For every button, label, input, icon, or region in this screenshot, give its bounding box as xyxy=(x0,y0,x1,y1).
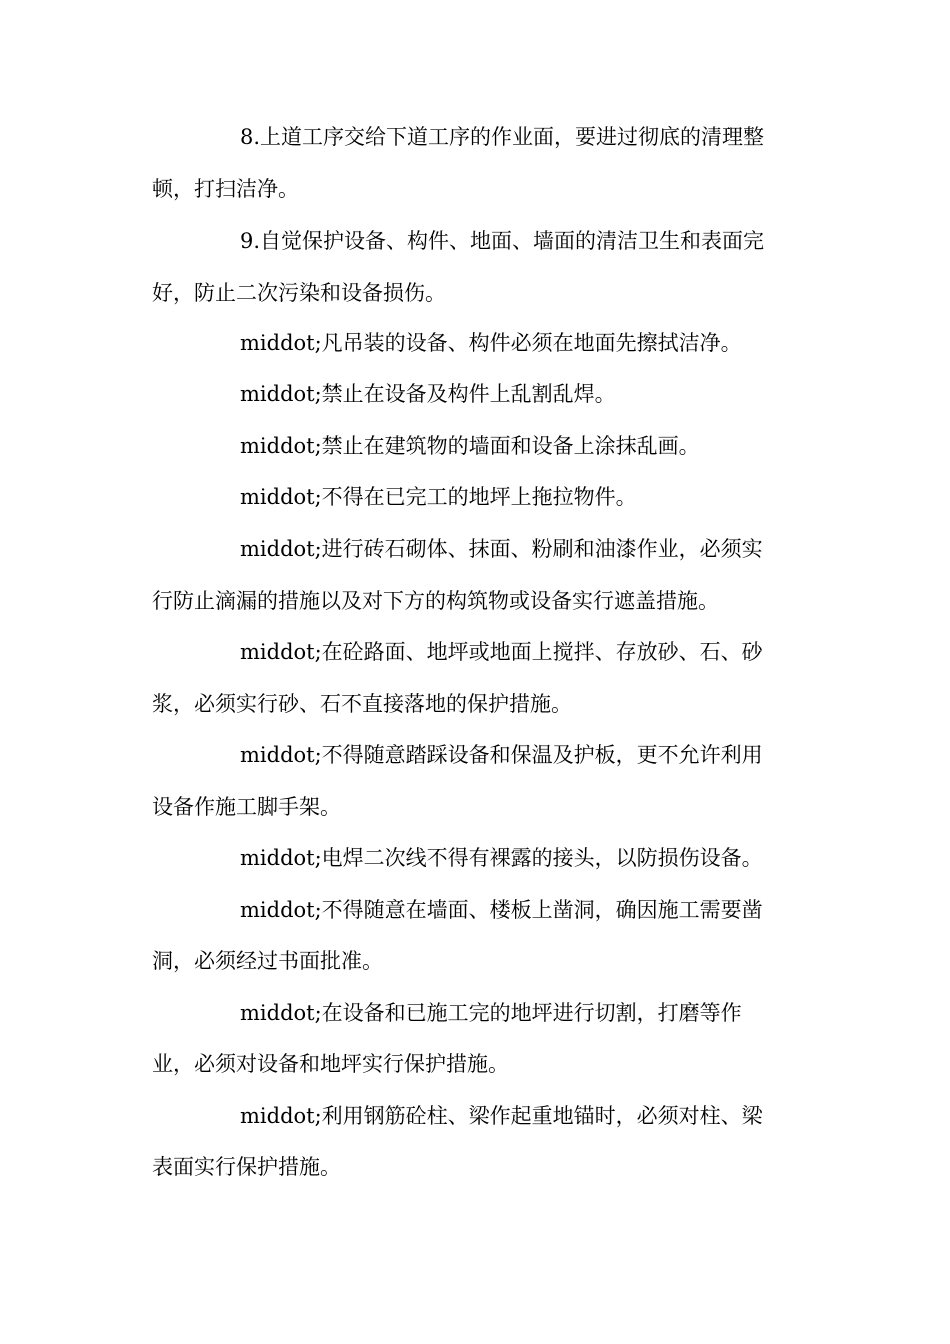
paragraph-line: middot;不得随意踏踩设备和保温及护板，更不允许利用 xyxy=(240,743,763,767)
paragraph-line: 顿，打扫洁净。 xyxy=(152,177,299,201)
paragraph-line: middot;进行砖石砌体、抹面、粉刷和油漆作业，必须实 xyxy=(240,537,763,561)
paragraph-line: middot;禁止在建筑物的墙面和设备上涂抹乱画。 xyxy=(240,434,700,458)
paragraph-line: middot;不得随意在墙面、楼板上凿洞，确因施工需要凿 xyxy=(240,898,763,922)
paragraph-line: middot;不得在已完工的地坪上拖拉物件。 xyxy=(240,485,637,509)
paragraph-line: middot;在砼路面、地坪或地面上搅拌、存放砂、石、砂 xyxy=(240,640,763,664)
paragraph-line: 表面实行保护措施。 xyxy=(152,1155,341,1179)
paragraph-line: 8.上道工序交给下道工序的作业面，要进过彻底的清理整 xyxy=(240,125,765,149)
paragraph-line: 业，必须对设备和地坪实行保护措施。 xyxy=(152,1052,509,1076)
paragraph-line: 9.自觉保护设备、构件、地面、墙面的清洁卫生和表面完 xyxy=(240,229,765,253)
paragraph-line: 设备作施工脚手架。 xyxy=(152,795,341,819)
paragraph-line: middot;利用钢筋砼柱、梁作起重地锚时，必须对柱、梁 xyxy=(240,1104,763,1128)
paragraph-line: middot;电焊二次线不得有裸露的接头，以防损伤设备。 xyxy=(240,846,763,870)
paragraph-line: middot;凡吊装的设备、构件必须在地面先擦拭洁净。 xyxy=(240,331,742,355)
paragraph-line: 浆，必须实行砂、石不直接落地的保护措施。 xyxy=(152,692,572,716)
paragraph-line: 洞，必须经过书面批准。 xyxy=(152,949,383,973)
paragraph-line: middot;禁止在设备及构件上乱割乱焊。 xyxy=(240,382,616,406)
paragraph-line: middot;在设备和已施工完的地坪进行切割，打磨等作 xyxy=(240,1001,742,1025)
paragraph-line: 行防止滴漏的措施以及对下方的构筑物或设备实行遮盖措施。 xyxy=(152,589,719,613)
paragraph-line: 好，防止二次污染和设备损伤。 xyxy=(152,281,446,305)
